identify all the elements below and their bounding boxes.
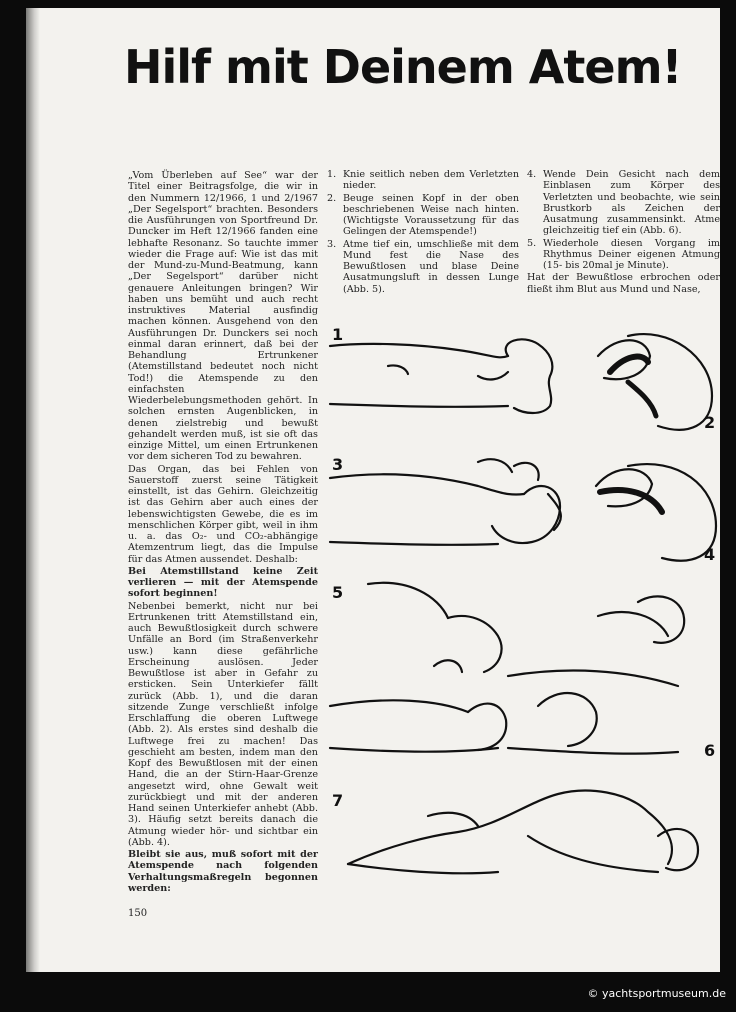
step-number: 1. — [327, 169, 337, 180]
figure-label-3: 3 — [332, 455, 344, 474]
step-number: 3. — [327, 238, 337, 250]
figure-label-1: 1 — [332, 325, 344, 344]
step-text: Knie seitlich neben dem Verletzten nieder. — [343, 169, 519, 192]
step-text: Wiederhole diesen Vorgang im Rhythmus Deiner eigenen Atmung (15- bis 20mal je Minute). — [543, 237, 720, 271]
watermark: © yachtsportmuseum.de — [587, 987, 726, 1000]
figure-6-observe-exhale — [508, 596, 715, 760]
figure-2-airway-blocked — [598, 334, 715, 432]
text-column-2 — [327, 169, 519, 296]
figure-7-recovery-position — [332, 791, 698, 874]
step-number: 4. — [527, 169, 537, 180]
figure-label-4: 4 — [704, 545, 716, 564]
paragraph-warning: Bei Atemstillstand keine Zeit verlieren — mit der Atemspende sofort beginnen! — [128, 565, 318, 600]
step-item — [327, 169, 519, 192]
figure-1-unconscious-head — [330, 325, 552, 413]
step-item — [327, 239, 519, 295]
step-text: Atme tief ein, umschließe mit dem Mund fest die Nase des Bewußtlosen und blase Deine Ausatmungsluft in dessen Lunge (Abb. 5). — [343, 238, 519, 295]
steps-list-b — [527, 169, 720, 271]
article-headline: Hilf mit Deinem Atem! — [124, 40, 682, 94]
figure-label-6: 6 — [704, 741, 716, 760]
figure-3-head-tilt — [330, 455, 561, 545]
steps-list-a — [327, 169, 519, 295]
page-number: 150 — [128, 908, 148, 919]
paragraph-unconscious: Nebenbei bemerkt, nicht nur bei Ertrunkenen tritt Atemstillstand ein, auch Bewußtlosigkeit durch schwere Unfälle an Bord (im Straßenverkehr usw.) kann diese gefährliche Erscheinung auslösen. Jeder Bewußtlose ist aber in Gefahr zu ersticken. Sein Unterkiefer fällt zurück (Abb. 1), und die daran sitzende Zunge verschließt infolge Erschlaffung die oberen Luftwege (Abb. 2). Als erstes sind deshalb die Luftwege frei zu machen! Das geschieht am besten, indem man den Kopf des Bewußtlosen mit der einen Hand, die an der Stirn-Haar-Grenze angesetzt wird, ohne Gewalt weit zurückbiegt und mit der anderen Hand seinen Unterkiefer anhebt (Abb. 3). Häufig setzt bereits danach die Atmung wieder hör- und sichtbar ein (Abb. 4). — [128, 600, 318, 848]
paragraph-vomit: Hat der Bewußtlose erbrochen oder fließt ihm Blut aus Mund und Nase, — [527, 272, 720, 295]
text-column-3 — [527, 169, 720, 296]
step-text: Beuge seinen Kopf in der oben beschriebenen Weise nach hinten. (Wichtigste Voraussetzung für das Gelingen der Atemspende!) — [343, 192, 519, 238]
resuscitation-illustrations — [328, 316, 720, 900]
step-item — [527, 238, 720, 272]
figure-label-5: 5 — [332, 583, 344, 602]
step-item — [527, 169, 720, 237]
page-spine-shadow — [26, 8, 40, 972]
figure-label-7: 7 — [332, 791, 344, 810]
paragraph-brain: Das Organ, das bei Fehlen von Sauerstoff zuerst seine Tätigkeit einstellt, ist das Gehirn. Gleichzeitig ist das Gehirn aber auch eines der lebenswichtigsten Gewebe, die es im menschlichen Körper gibt, weil in ihm u. a. das O₂- und CO₂-abhängige Atemzentrum liegt, das die Impulse für das Atmen aussendet. Deshalb: — [128, 463, 318, 565]
figure-label-2: 2 — [704, 413, 716, 432]
text-column-1 — [128, 170, 318, 895]
step-text: Wende Dein Gesicht nach dem Einblasen zum Körper des Verletzten und beobachte, wie sein Brustkorb als Zeichen der Ausatmung zusammensinkt. Atme gleichzeitig tief ein (Abb. 6). — [543, 169, 720, 237]
paragraph-intro: „Vom Überleben auf See“ war der Titel einer Beitragsfolge, die wir in den Nummern 12/1966, 1 und 2/1967 „Der Segelsport“ brachten. Besonders die Ausführungen von Sportfreund Dr. Duncker im Heft 12/1966 fanden eine lebhafte Resonanz. So tauchte immer wieder die Frage auf: Wie ist das mit der Mund-zu-Mund-Beatmung, kann „Der Segelsport“ darüber nicht genauere Anleitungen bringen? Wir haben uns bemüht und auch recht instruktives Material ausfindig machen können. Ausgehend von den Ausführungen Dr. Dunckers sei noch einmal daran erinnert, daß bei der Behandlung Ertrunkener (Atemstillstand bedeutet noch nicht Tod!) die Atemspende zu den einfachsten Wiederbelebungsmethoden gehört. In solchen ernsten Augenblicken, in denen zielstrebig und bewußt gehandelt werden muß, ist sie oft das einzige Mittel, um einen Ertrunkenen vor dem sicheren Tod zu bewahren. — [128, 170, 318, 463]
figure-4-airway-open — [596, 464, 716, 564]
paragraph-instructions-intro: Bleibt sie aus, muß sofort mit der Atemspende nach folgenden Verhaltungsmaßregeln begonnen werden: — [128, 849, 318, 894]
step-number: 5. — [527, 237, 537, 249]
figure-5-mouth-to-nose — [330, 583, 506, 752]
step-item — [327, 193, 519, 238]
step-number: 2. — [327, 192, 337, 204]
